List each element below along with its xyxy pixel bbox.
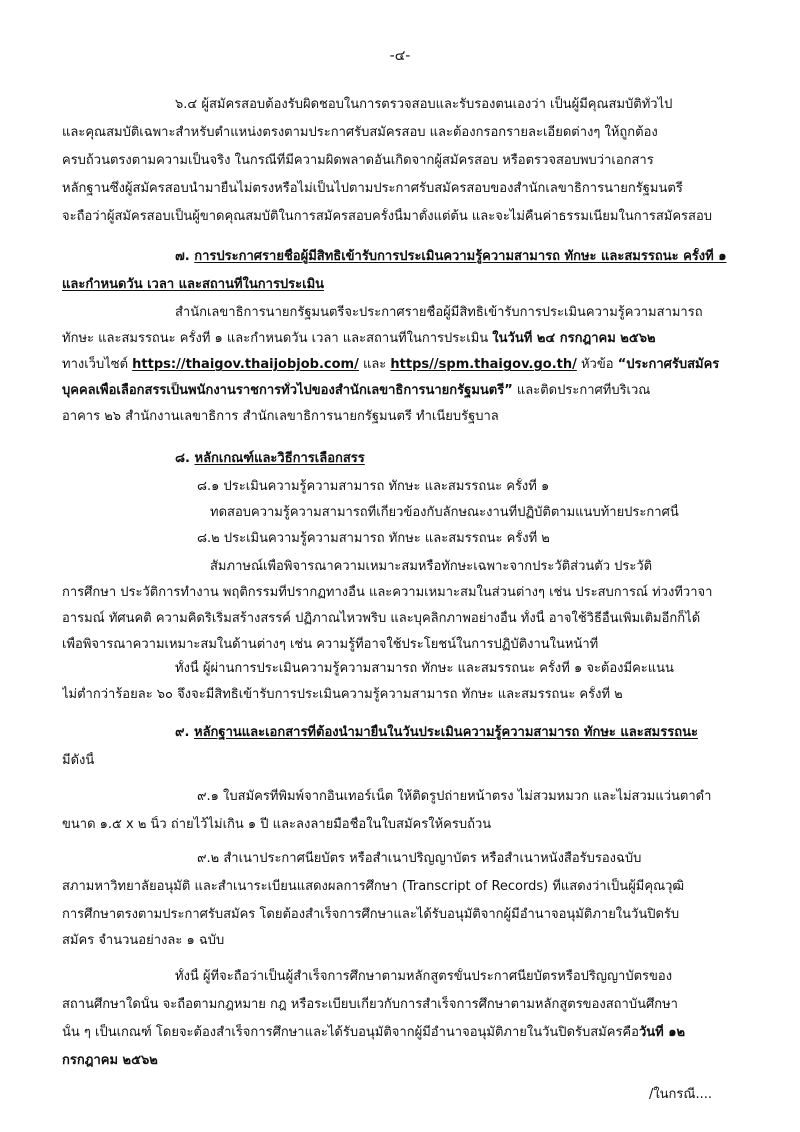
s64-line-5: จะถือว่าผู้สมัครสอบเป็นผู้ขาดคุณสมบัติในการสมัครสอบครั้งนี้มาตั้งแต่ต้น และจะไม่คืนค่าธรรมเนียมในการสมัครสอบ [62,209,713,224]
s8-heading-line [175,450,742,468]
spm-link[interactable]: https//spm.thaigov.go.th/ [390,357,577,372]
s7-heading-line-1 [175,248,742,266]
s9-note-line-1: ทั้งนี้ ผู้ที่จะถือว่าเป็นผู้สำเร็จการศึกษาตามหลักสูตรขั้นประกาศนียบัตรหรือปริญญาบัตรของ [175,969,673,984]
s82-line-3: อารมณ์ ทัศนคติ ความคิดริเริ่มสร้างสรรค์ ปฏิภาณไหวพริบ และบุคลิกภาพอย่างอื่น ทั้งนี้ อาจใช้วิธีอื่นเพิ่มเติมอีกก็ได้ [62,611,701,626]
s7-para-line-5: อาคาร ๒๖ สำนักงานเลขาธิการ สำนักเลขาธิการนายกรัฐมนตรี ทำเนียบรัฐบาล [62,409,499,424]
s81-title: ๘.๑ ประเมินความรู้ความสามารถ ทักษะ และสมรรถนะ ครั้งที่ ๑ [197,479,550,494]
s7-para-line-1: สำนักเลขาธิการนายกรัฐมนตรีจะประกาศรายชื่อผู้มีสิทธิเข้ารับการประเมินความรู้ความสามารถ [175,305,703,320]
s92-line-1: ๙.๒ สำเนาประกาศนียบัตร หรือสำเนาปริญญาบัตร หรือสำเนาหนังสือรับรองฉบับ [197,851,642,866]
s82-line-2: การศึกษา ประวัติการทำงาน พฤติกรรมที่ปรากฏทางอื่น และความเหมาะสมในส่วนต่างๆ เช่น ประสบการณ์ ท่วงทีวาจา [62,585,713,600]
s64-line-1: ๖.๔ ผู้สมัครสอบต้องรับผิดชอบในการตรวจสอบและรับรองตนเองว่า เป็นผู้มีคุณสมบัติทั่วไป [175,97,673,112]
s9-number: ๙. [175,725,190,740]
s7-topic-title-end: บุคคลเพื่อเลือกสรรเป็นพนักงานราชการทั่วไปของสำนักเลขาธิการนายกรัฐมนตรี” [62,383,513,398]
s8-note-line-2: ไม่ต่ำกว่าร้อยละ ๖๐ จึงจะมีสิทธิเข้ารับการประเมินความรู้ความสามารถ ทักษะ และสมรรถนะ ครั้งที่ ๒ [62,687,623,702]
s7-para-4-text: และติดประกาศที่บริเวณ [512,383,651,398]
s64-line-4: หลักฐานซึ่งผู้สมัครสอบนำมายื่นไม่ตรงหรือไม่เป็นไปตามประกาศรับสมัครสอบของสำนักเลขาธิการนายกรัฐมนตรี [62,181,683,196]
s91-line-2: ขนาด ๑.๕ x ๒ นิ้ว ถ่ายไว้ไม่เกิน ๑ ปี และลงลายมือชื่อในใบสมัครให้ครบถ้วน [62,817,492,832]
s9-heading: หลักฐานและเอกสารที่ต้องนำมายื่นในวันประเมินความรู้ความสามารถ ทักษะ และสมรรถนะ [194,725,698,740]
s81-description: ทดสอบความรู้ความสามารถที่เกี่ยวข้องกับลักษณะงานที่ปฏิบัติตามแนบท้ายประกาศนี้ [210,505,679,520]
s82-title: ๘.๒ ประเมินความรู้ความสามารถ ทักษะ และสมรรถนะ ครั้งที่ ๒ [197,531,550,546]
s92-line-2: สภามหาวิทยาลัยอนุมัติ และสำเนาระเบียนแสดงผลการศึกษา (Transcript of Records) ที่แสดงว่าเป็นผู้มีคุณวุฒิ [62,879,685,894]
s82-line-4: เพื่อพิจารณาความเหมาะสมในด้านต่างๆ เช่น ความรู้ที่อาจใช้ประโยชน์ในการปฏิบัติงานในหน้าที่ [62,637,599,652]
s64-line-3: ครบถ้วนตรงตามความเป็นจริง ในกรณีที่มีความผิดพลาดอันเกิดจากผู้สมัครสอบ หรือตรวจสอบพบว่าเอกสาร [62,153,654,168]
s92-line-3: การศึกษาตรงตามประกาศรับสมัคร โดยต้องสำเร็จการศึกษาและได้รับอนุมัติจากผู้มีอำนาจอนุมัติภายในวันปิดรับ [62,907,680,922]
page-number: -๔- [389,48,411,64]
s7-and-text: และ [358,357,391,372]
s7-announce-date: ในวันที่ ๒๔ กรกฎาคม ๒๕๖๒ [492,331,656,346]
s9-heading-tail: มีดังนี้ [62,753,95,768]
s9-deadline-month: กรกฎาคม ๒๕๖๒ [62,1053,158,1068]
s8-heading: หลักเกณฑ์และวิธีการเลือกสรร [194,451,365,466]
s64-line-2: และคุณสมบัติเฉพาะสำหรับตำแหน่งตรงตามประกาศรับสมัครสอบ และต้องกรอกรายละเอียดต่างๆ ให้ถูกต้อง [62,125,658,140]
s92-line-4: สมัคร จำนวนอย่างละ ๑ ฉบับ [62,933,225,948]
s7-para-line-2 [62,330,742,348]
s7-heading-2: และกำหนดวัน เวลา และสถานที่ในการประเมิน [62,277,325,292]
s8-note-line-1: ทั้งนี้ ผู้ผ่านการประเมินความรู้ความสามารถ ทักษะ และสมรรถนะ ครั้งที่ ๑ จะต้องมีคะแนน [175,661,674,676]
continuation-marker: /ในกรณี.... [648,1087,712,1102]
s7-para-3-text: ทางเว็บไซต์ [62,357,133,372]
s9-deadline-day: วันที่ ๑๒ [638,1025,686,1040]
s7-topic-text: หัวข้อ [576,357,618,372]
s91-line-1: ๙.๑ ใบสมัครที่พิมพ์จากอินเทอร์เน็ต ให้ติดรูปถ่ายหน้าตรง ไม่สวมหมวก และไม่สวมแว่นตาดำ [197,789,712,804]
s9-heading-line [175,724,742,742]
s8-number: ๘. [175,451,190,466]
s7-para-line-4 [62,382,742,400]
s82-line-1: สัมภาษณ์เพื่อพิจารณาความเหมาะสมหรือทักษะเฉพาะจากประวัติส่วนตัว ประวัติ [210,559,653,574]
s9-note-line-2: สถานศึกษาใดนั้น จะถือตามกฎหมาย กฎ หรือระเบียบเกี่ยวกับการสำเร็จการศึกษาตามหลักสูตรของสถาบันศึกษา [62,997,678,1012]
s9-note-3-text: นั้น ๆ เป็นเกณฑ์ โดยจะต้องสำเร็จการศึกษาและได้รับอนุมัติจากผู้มีอำนาจอนุมัติภายในวันปิดรับสมัครคือ [62,1025,639,1040]
s7-para-line-3 [62,356,742,374]
thaijobjob-link[interactable]: https://thaigov.thaijobjob.com/ [132,357,359,372]
s7-topic-title-start: “ประกาศรับสมัคร [617,357,720,372]
s7-heading-1: การประกาศรายชื่อผู้มีสิทธิเข้ารับการประเมินความรู้ความสามารถ ทักษะ และสมรรถนะ ครั้งที่ ๑ [194,249,727,264]
s7-para-2-text: ทักษะ และสมรรถนะ ครั้งที่ ๑ และกำหนดวัน เวลา และสถานที่ในการประเมิน [62,331,493,346]
s9-note-line-3 [62,1024,742,1042]
s7-number: ๗. [175,249,190,264]
